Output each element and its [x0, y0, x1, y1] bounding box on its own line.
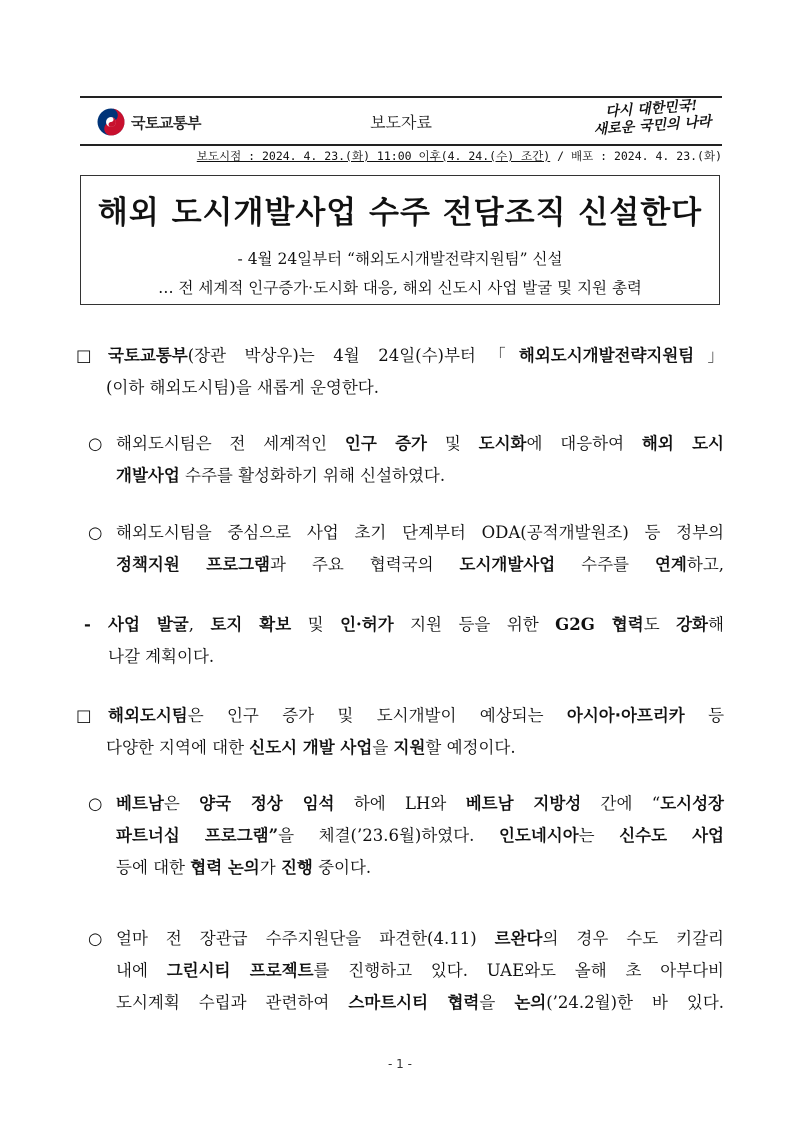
- b1-bold-f: 해외 도시: [641, 434, 724, 453]
- distribution-date: 배포 : 2024. 4. 23.(화): [570, 149, 722, 163]
- b3-bold-e: 베트남 지방성: [465, 794, 582, 813]
- team-name-bold: 해외도시개발전략지원팀: [518, 346, 695, 365]
- dash-item-1: [84, 609, 724, 673]
- d1-bold-a: 사업 발굴: [108, 615, 189, 634]
- b1-bold-b: 인구 증가: [344, 434, 427, 453]
- p2-line-1: [108, 700, 724, 732]
- b1-text-c: 및: [427, 434, 479, 453]
- b3-bold-j: 인도네시아: [498, 826, 579, 845]
- ministry-name: 국토교통부: [131, 113, 201, 132]
- p2-bold-f: 신도시 개발 사업: [249, 738, 373, 757]
- document-header: [80, 96, 722, 146]
- b3-text-f: 간에 “: [581, 794, 661, 813]
- circle-bullet: ○: [88, 794, 103, 813]
- b1-text-a: 해외도시팀은 전 세계적인: [116, 434, 345, 453]
- b3-line-3: [116, 852, 724, 884]
- p1-line-1: [108, 340, 724, 372]
- b2-line-1: 해외도시팀을 중심으로 사업 초기 단계부터 ODA(공적개발원조) 등 정부의: [116, 523, 724, 542]
- p2-text-d: 등: [684, 706, 725, 725]
- embargo-time: 보도시점 : 2024. 4. 23.(화) 11:00 이후(4. 24.(수) 조간): [196, 149, 551, 163]
- b4-text-d: 내에: [116, 961, 167, 980]
- b3-bold-g: 도시성장: [660, 794, 724, 813]
- d1-text-b: ,: [188, 615, 211, 634]
- d1-bold-c: 토지 확보: [210, 615, 292, 634]
- b3-bold-c: 양국 정상 임석: [199, 794, 335, 813]
- slogan-line-1: 다시 대한민국!: [604, 97, 698, 121]
- p2-text-e: 다양한 지역에 대한: [106, 738, 250, 757]
- b4-text-k: (’24.2월)한 바 있다.: [546, 993, 724, 1012]
- b4-bold-b: 르완다: [494, 929, 543, 948]
- b3-text-q: 중이다.: [312, 858, 372, 877]
- b4-text-a: 얼마 전 장관급 수주지원단을 파견한(4.11): [116, 929, 495, 948]
- square-bullet: □: [76, 346, 92, 365]
- circle-bullet: ○: [88, 434, 103, 453]
- circle-bullet: ○: [88, 929, 103, 948]
- p2-bold-h: 지원: [393, 738, 426, 757]
- b3-text-d: 하에 LH와: [334, 794, 466, 813]
- b4-text-i: 을: [479, 993, 515, 1012]
- paragraph-1: [76, 340, 724, 404]
- p2-text-g: 을: [372, 738, 394, 757]
- p2-bold-a: 해외도시팀: [108, 706, 188, 725]
- d1-line-1: [108, 609, 724, 641]
- d1-text-f: 지원 등을 위한: [393, 615, 556, 634]
- title-box: [80, 175, 720, 305]
- ministry-bold: 국토교통부: [108, 346, 188, 365]
- p2-text-b: 은 인구 증가 및 도시개발이 예상되는: [187, 706, 567, 725]
- b2-text-f: 하고,: [686, 555, 724, 574]
- b3-line-1: [116, 788, 724, 820]
- b3-bold-l: 신수도 사업: [619, 826, 724, 845]
- p2-bold-c: 아시아·아프리카: [566, 706, 685, 725]
- b3-text-o: 가: [259, 858, 281, 877]
- b3-bold-h: 파트너십 프로그램”: [116, 826, 279, 845]
- b3-bold-n: 협력 논의: [190, 858, 260, 877]
- p1-line-2: (이하 해외도시팀)을 새롭게 운영한다.: [106, 378, 379, 397]
- d1-line-2: 나갈 계획이다.: [108, 647, 215, 666]
- p1-text: (장관 박상우)는 4월 24일(수)부터「: [187, 346, 519, 365]
- b4-line-2: [116, 955, 724, 987]
- subtitle-1: - 4월 24일부터 “해외도시개발전략지원팀” 신설: [237, 250, 563, 268]
- b3-bold-p: 진행: [280, 858, 313, 877]
- d1-bold-i: 강화: [676, 615, 708, 634]
- main-title: 해외 도시개발사업 수주 전담조직 신설한다: [97, 195, 703, 231]
- b4-bold-j: 논의: [514, 993, 547, 1012]
- b4-text-f: 를 진행하고 있다. UAE와도 올해 초 아부다비: [313, 961, 724, 980]
- p2-text-i: 할 예정이다.: [425, 738, 516, 757]
- b1-text-e: 에 대응하여: [526, 434, 642, 453]
- b2-bold-a: 정책지원 프로그램: [116, 555, 270, 574]
- paragraph-2: [76, 700, 724, 764]
- bullet-4: [88, 923, 724, 1019]
- subtitle-2: … 전 세계적 인구증가·도시화 대응, 해외 신도시 사업 발굴 및 지원 총력: [158, 279, 642, 297]
- b2-bold-c: 도시개발사업: [459, 555, 556, 574]
- dash-bullet: -: [84, 615, 91, 634]
- square-bullet: □: [76, 706, 92, 725]
- bullet-2: [88, 517, 724, 581]
- d1-text-d: 및: [291, 615, 341, 634]
- d1-bold-e: 인·허가: [340, 615, 394, 634]
- b4-text-c: 의 경우 수도 키갈리: [542, 929, 724, 948]
- b1-line-2: [116, 460, 724, 492]
- b2-bold-e: 연계: [654, 555, 687, 574]
- d1-bold-g: G2G 협력: [555, 615, 644, 634]
- document-type: 보도자료: [370, 113, 432, 132]
- b1-line-1: [116, 428, 724, 460]
- bullet-3: [88, 788, 724, 884]
- b1-bold-g: 개발사업: [116, 466, 180, 485]
- d1-text-j: 해: [708, 615, 724, 634]
- b1-bold-d: 도시화: [478, 434, 527, 453]
- b4-line-3: [116, 987, 724, 1019]
- p1-bracket: 」: [694, 346, 725, 365]
- b2-line-2: [116, 549, 724, 581]
- b4-text-g: 도시계획 수립과 관련하여: [116, 993, 349, 1012]
- b3-text-m: 등에 대한: [116, 858, 191, 877]
- bullet-1: [88, 428, 724, 492]
- b3-bold-a: 베트남: [116, 794, 164, 813]
- slogan-line-2: 새로운 국민의 나라: [593, 113, 712, 139]
- b3-text-k: 는: [578, 826, 620, 845]
- b4-bold-h: 스마트시티 협력: [348, 993, 480, 1012]
- b3-text-i: 을 체결(’23.6월)하였다.: [278, 826, 499, 845]
- b1-text-h: 수주를 활성화하기 위해 신설하였다.: [179, 466, 446, 485]
- b2-text-b: 과 주요 협력국의: [270, 555, 460, 574]
- circle-bullet: ○: [88, 523, 103, 542]
- b2-text-d: 수주를: [555, 555, 655, 574]
- page-number: - 1 -: [388, 1057, 412, 1071]
- release-separator: /: [550, 149, 571, 163]
- b3-text-b: 은: [163, 794, 200, 813]
- d1-text-h: 도: [643, 615, 677, 634]
- b3-line-2: [116, 820, 724, 852]
- b4-bold-e: 그린시티 프로젝트: [166, 961, 314, 980]
- b4-line-1: [116, 923, 724, 955]
- p2-line-2: [76, 732, 724, 764]
- release-info: [80, 148, 722, 164]
